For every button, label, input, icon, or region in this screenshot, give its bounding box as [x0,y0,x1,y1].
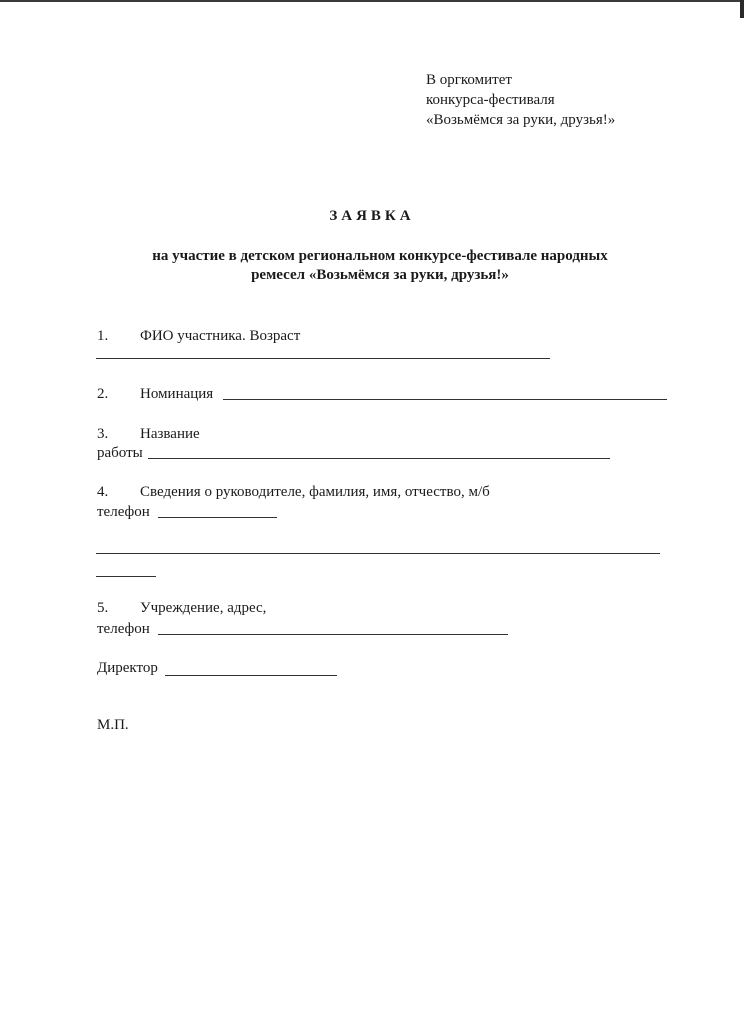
field-4-continuation: телефон [97,504,150,520]
director-label: Директор [97,660,158,676]
field-1-label: ФИО участника. Возраст [140,328,301,344]
field-3-continuation: работы [97,445,143,461]
field-3-number: 3. [97,426,109,442]
field-5-number: 5. [97,600,109,616]
director-signature-line[interactable] [165,675,337,676]
stamp-label: М.П. [97,717,129,733]
field-3-label: Название [140,426,200,442]
field-5-blank-line[interactable] [158,634,508,635]
scan-edge-corner [740,0,744,18]
recipient-line-1: В оргкомитет [426,72,512,88]
document-subtitle [100,247,660,285]
recipient-line-2: конкурса-фестиваля [426,92,555,108]
field-1-number: 1. [97,328,109,344]
field-3-blank-line[interactable] [148,458,610,459]
field-2-label: Номинация [140,386,214,402]
subtitle-line-1: на участие в детском региональном конкурсе-фестивале народных [152,248,608,264]
subtitle-line-2: ремесел «Возьмёмся за руки, друзья!» [251,267,509,283]
field-5-label: Учреждение, адрес, [140,600,267,616]
document-title: ЗАЯВКА [329,208,415,224]
field-4-blank-line-2[interactable] [96,553,660,554]
scan-edge-top [0,0,744,2]
field-2-blank-line[interactable] [223,399,667,400]
field-4-blank-line-3[interactable] [96,576,156,577]
recipient-line-3: «Возьмёмся за руки, друзья!» [426,112,616,128]
field-4-phone-blank-line[interactable] [158,517,277,518]
field-4-label: Сведения о руководителе, фамилия, имя, отчество, м/б [140,484,490,500]
field-1-blank-line[interactable] [96,358,550,359]
field-2-number: 2. [97,386,109,402]
field-5-continuation: телефон [97,621,150,637]
field-4-number: 4. [97,484,109,500]
